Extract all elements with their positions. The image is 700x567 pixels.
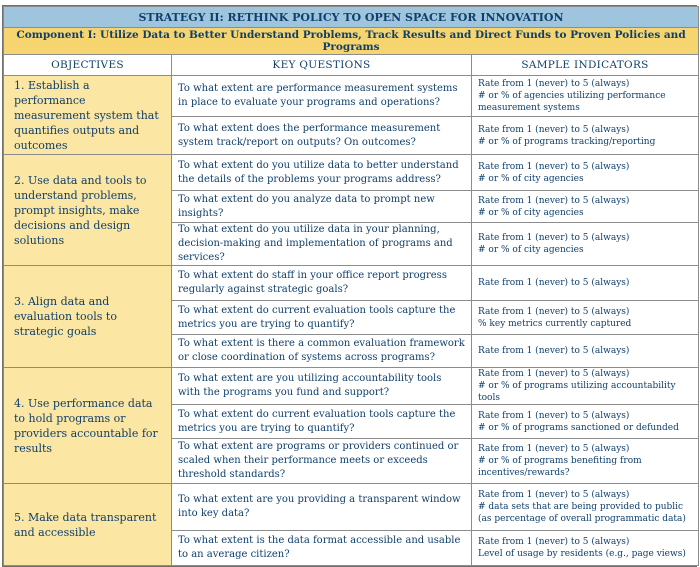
indicator: Rate from 1 (never) to 5 (always) <box>478 278 630 288</box>
component-title: Component I: Utilize Data to Better Understand Problems, Track Results and Direct Funds to Proven Policies and Programs <box>4 28 699 55</box>
indicators-3-1 <box>472 266 699 301</box>
indicator: Rate from 1 (never) to 5 (always) <box>478 79 630 89</box>
strategy-title: STRATEGY II: RETHINK POLICY TO OPEN SPACE FOR INNOVATION <box>4 7 699 28</box>
question-1-1: To what extent are performance measurement systems in place to evaluate your programs and operations? <box>172 76 472 117</box>
indicator: Rate from 1 (never) to 5 (always) <box>478 195 630 206</box>
indicator: # or % of city agencies <box>478 207 584 218</box>
question-3-1: To what extent do staff in your office report progress regularly against strategic goals? <box>172 266 472 301</box>
indicators-1-2 <box>472 117 699 155</box>
indicator: Rate from 1 (never) to 5 (always) <box>478 369 630 379</box>
objective-1: 1. Establish a performance measurement system that quantifies outputs and outcomes <box>4 76 172 155</box>
indicators-2-3 <box>472 223 699 266</box>
indicators-4-2 <box>472 405 699 439</box>
indicator: Rate from 1 (never) to 5 (always) <box>478 490 630 500</box>
indicator: # or % of programs sanctioned or defunded <box>478 422 679 433</box>
indicators-3-2 <box>472 301 699 335</box>
table-row <box>4 368 699 405</box>
strategy-table-frame <box>2 5 697 567</box>
indicator: Rate from 1 (never) to 5 (always) <box>478 537 630 547</box>
indicator: Rate from 1 (never) to 5 (always) <box>478 161 630 172</box>
indicator: Level of usage by residents (e.g., page views) <box>478 549 686 559</box>
table-row <box>4 484 699 531</box>
objective-4: 4. Use performance data to hold programs or providers accountable for results <box>4 368 172 484</box>
question-5-2: To what extent is the data format accessible and usable to an average citizen? <box>172 531 472 566</box>
indicator: Rate from 1 (never) to 5 (always) <box>478 444 630 454</box>
indicator: # or % of programs benefiting from incentives/rewards? <box>478 456 642 478</box>
indicator: # or % of programs tracking/reporting <box>478 136 656 147</box>
question-4-1: To what extent are you utilizing accountability tools with the programs you fund and support? <box>172 368 472 405</box>
indicator: # data sets that are being provided to public (as percentage of overall programmatic data) <box>478 502 686 524</box>
indicator: Rate from 1 (never) to 5 (always) <box>478 410 630 421</box>
indicator: Rate from 1 (never) to 5 (always) <box>478 233 630 243</box>
question-2-3: To what extent do you utilize data in your planning, decision-making and implementation of programs and services? <box>172 223 472 266</box>
indicators-2-2 <box>472 191 699 223</box>
table-row <box>4 266 699 301</box>
indicators-2-1 <box>472 155 699 191</box>
question-4-3: To what extent are programs or providers continued or scaled when their performance meets or exceeds threshold standards? <box>172 439 472 484</box>
indicators-4-3 <box>472 439 699 484</box>
question-3-3: To what extent is there a common evaluation framework or close coordination of systems across programs? <box>172 335 472 368</box>
question-4-2: To what extent do current evaluation tools capture the metrics you are trying to quantify? <box>172 405 472 439</box>
indicator: % key metrics currently captured <box>478 318 632 329</box>
objective-5: 5. Make data transparent and accessible <box>4 484 172 566</box>
indicator: # or % of programs utilizing accountability tools <box>478 381 676 403</box>
question-5-1: To what extent are you providing a transparent window into key data? <box>172 484 472 531</box>
indicators-5-2 <box>472 531 699 566</box>
objectives-header: OBJECTIVES <box>4 55 172 76</box>
indicator: Rate from 1 (never) to 5 (always) <box>478 306 630 317</box>
indicators-3-3 <box>472 335 699 368</box>
indicator: # or % of agencies utilizing performance measurement systems <box>478 91 666 113</box>
question-1-2: To what extent does the performance measurement system track/report on outputs? On outcomes? <box>172 117 472 155</box>
indicators-5-1 <box>472 484 699 531</box>
indicator: # or % of city agencies <box>478 245 584 255</box>
indicators-4-1 <box>472 368 699 405</box>
sample-indicators-header: SAMPLE INDICATORS <box>472 55 699 76</box>
indicators-1-1 <box>472 76 699 117</box>
question-2-1: To what extent do you utilize data to better understand the details of the problems your programs address? <box>172 155 472 191</box>
question-2-2: To what extent do you analyze data to prompt new insights? <box>172 191 472 223</box>
strategy-table <box>3 6 699 566</box>
key-questions-header: KEY QUESTIONS <box>172 55 472 76</box>
table-row <box>4 155 699 191</box>
indicator: Rate from 1 (never) to 5 (always) <box>478 346 630 356</box>
indicator: Rate from 1 (never) to 5 (always) <box>478 124 630 135</box>
question-3-2: To what extent do current evaluation tools capture the metrics you are trying to quantify? <box>172 301 472 335</box>
objective-2: 2. Use data and tools to understand problems, prompt insights, make decisions and design solutions <box>4 155 172 266</box>
indicator: # or % of city agencies <box>478 173 584 184</box>
objective-3: 3. Align data and evaluation tools to strategic goals <box>4 266 172 368</box>
table-row <box>4 76 699 117</box>
